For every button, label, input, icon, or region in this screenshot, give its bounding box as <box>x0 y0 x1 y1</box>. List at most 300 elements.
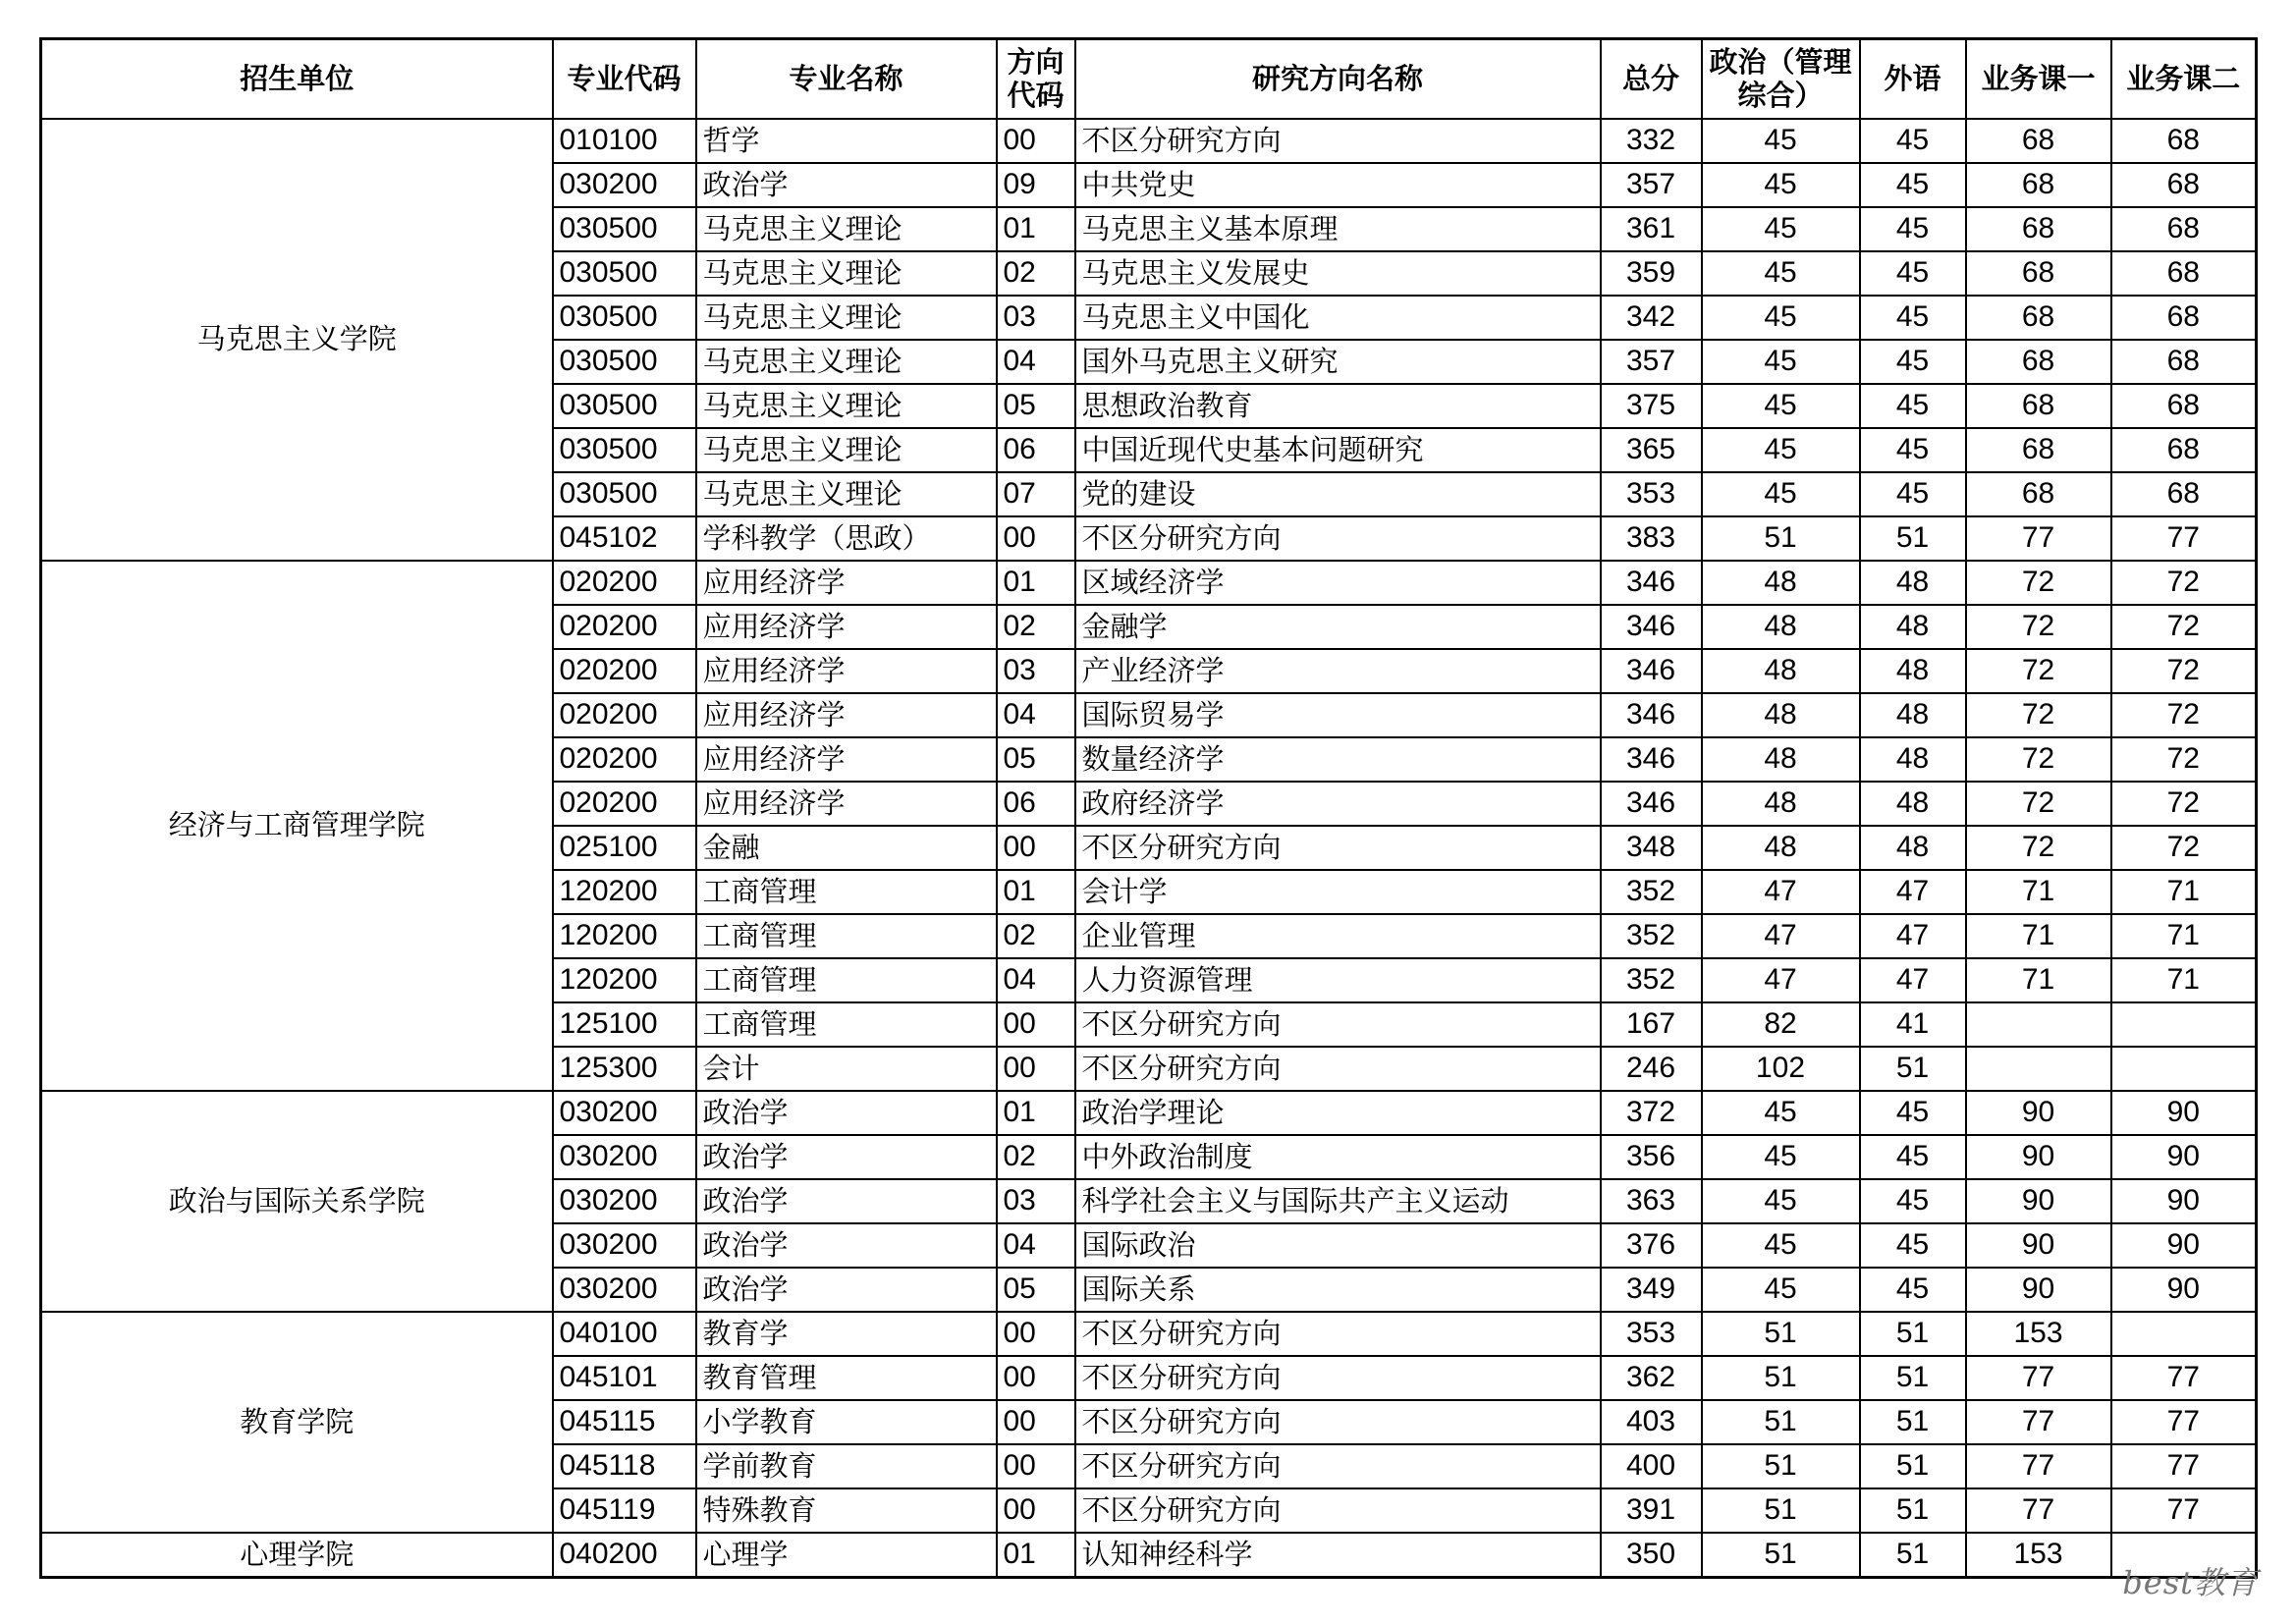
politics-score: 45 <box>1702 296 1860 340</box>
course-one-score: 72 <box>1966 693 2111 737</box>
direction-name: 党的建设 <box>1075 472 1601 516</box>
direction-code: 06 <box>997 782 1075 826</box>
politics-score: 45 <box>1702 428 1860 472</box>
foreign-language-score: 48 <box>1860 561 1966 605</box>
direction-code: 05 <box>997 384 1075 428</box>
direction-name: 人力资源管理 <box>1075 958 1601 1002</box>
major-code: 030200 <box>553 1179 696 1223</box>
unit-name: 马克思主义学院 <box>41 119 553 561</box>
major-code: 120200 <box>553 870 696 914</box>
direction-code: 01 <box>997 1091 1075 1135</box>
total-score: 359 <box>1601 251 1702 296</box>
major-code: 125300 <box>553 1047 696 1091</box>
politics-score: 48 <box>1702 605 1860 649</box>
course-one-score: 90 <box>1966 1091 2111 1135</box>
course-one-score: 71 <box>1966 914 2111 958</box>
direction-code: 02 <box>997 605 1075 649</box>
foreign-language-score: 45 <box>1860 163 1966 207</box>
direction-name: 不区分研究方向 <box>1075 1356 1601 1400</box>
total-score: 352 <box>1601 958 1702 1002</box>
total-score: 391 <box>1601 1488 1702 1533</box>
total-score: 372 <box>1601 1091 1702 1135</box>
foreign-language-score: 51 <box>1860 1312 1966 1356</box>
major-code: 020200 <box>553 693 696 737</box>
course-one-score: 72 <box>1966 649 2111 693</box>
major-name: 政治学 <box>696 1179 997 1223</box>
major-name: 马克思主义理论 <box>696 384 997 428</box>
direction-code: 00 <box>997 119 1075 163</box>
major-name: 教育管理 <box>696 1356 997 1400</box>
politics-score: 45 <box>1702 1179 1860 1223</box>
politics-score: 82 <box>1702 1002 1860 1047</box>
course-one-score: 90 <box>1966 1268 2111 1312</box>
unit-name: 政治与国际关系学院 <box>41 1091 553 1312</box>
major-name: 马克思主义理论 <box>696 472 997 516</box>
direction-code: 04 <box>997 958 1075 1002</box>
major-name: 应用经济学 <box>696 605 997 649</box>
foreign-language-score: 45 <box>1860 251 1966 296</box>
direction-code: 05 <box>997 1268 1075 1312</box>
total-score: 356 <box>1601 1135 1702 1179</box>
direction-name: 不区分研究方向 <box>1075 1444 1601 1488</box>
politics-score: 51 <box>1702 1356 1860 1400</box>
course-two-score <box>2111 1312 2257 1356</box>
major-code: 010100 <box>553 119 696 163</box>
major-name: 政治学 <box>696 1091 997 1135</box>
major-code: 030200 <box>553 1268 696 1312</box>
politics-score: 102 <box>1702 1047 1860 1091</box>
major-code: 030500 <box>553 428 696 472</box>
foreign-language-score: 47 <box>1860 914 1966 958</box>
major-name: 应用经济学 <box>696 737 997 782</box>
major-name: 学科教学（思政） <box>696 516 997 561</box>
course-two-score: 72 <box>2111 605 2257 649</box>
politics-score: 45 <box>1702 340 1860 384</box>
course-two-score: 68 <box>2111 472 2257 516</box>
course-one-score: 77 <box>1966 1488 2111 1533</box>
direction-code: 02 <box>997 1135 1075 1179</box>
total-score: 361 <box>1601 207 1702 251</box>
direction-name: 科学社会主义与国际共产主义运动 <box>1075 1179 1601 1223</box>
header-direction-name: 研究方向名称 <box>1075 39 1601 120</box>
direction-code: 04 <box>997 1223 1075 1268</box>
course-one-score: 68 <box>1966 384 2111 428</box>
direction-code: 03 <box>997 296 1075 340</box>
direction-name: 马克思主义基本原理 <box>1075 207 1601 251</box>
major-name: 工商管理 <box>696 958 997 1002</box>
course-one-score: 72 <box>1966 561 2111 605</box>
table-row <box>41 119 2257 163</box>
header-major-code: 专业代码 <box>553 39 696 120</box>
major-name: 哲学 <box>696 119 997 163</box>
course-one-score: 77 <box>1966 1444 2111 1488</box>
course-one-score: 71 <box>1966 870 2111 914</box>
major-name: 应用经济学 <box>696 693 997 737</box>
header-direction-code: 方向代码 <box>997 39 1075 120</box>
header-major-name: 专业名称 <box>696 39 997 120</box>
politics-score: 47 <box>1702 914 1860 958</box>
major-code: 020200 <box>553 782 696 826</box>
direction-code: 01 <box>997 561 1075 605</box>
total-score: 365 <box>1601 428 1702 472</box>
major-code: 020200 <box>553 605 696 649</box>
total-score: 346 <box>1601 693 1702 737</box>
course-two-score: 77 <box>2111 516 2257 561</box>
total-score: 346 <box>1601 649 1702 693</box>
total-score: 357 <box>1601 340 1702 384</box>
foreign-language-score: 45 <box>1860 1223 1966 1268</box>
major-name: 马克思主义理论 <box>696 428 997 472</box>
major-name: 政治学 <box>696 1223 997 1268</box>
course-two-score: 71 <box>2111 914 2257 958</box>
politics-score: 45 <box>1702 163 1860 207</box>
direction-name: 产业经济学 <box>1075 649 1601 693</box>
major-code: 125100 <box>553 1002 696 1047</box>
politics-score: 48 <box>1702 782 1860 826</box>
direction-name: 不区分研究方向 <box>1075 1002 1601 1047</box>
major-name: 工商管理 <box>696 914 997 958</box>
total-score: 332 <box>1601 119 1702 163</box>
total-score: 362 <box>1601 1356 1702 1400</box>
foreign-language-score: 51 <box>1860 1356 1966 1400</box>
direction-code: 02 <box>997 914 1075 958</box>
direction-name: 政治学理论 <box>1075 1091 1601 1135</box>
total-score: 357 <box>1601 163 1702 207</box>
course-one-score: 68 <box>1966 296 2111 340</box>
foreign-language-score: 48 <box>1860 605 1966 649</box>
direction-name: 政府经济学 <box>1075 782 1601 826</box>
direction-code: 03 <box>997 1179 1075 1223</box>
major-name: 马克思主义理论 <box>696 296 997 340</box>
direction-code: 05 <box>997 737 1075 782</box>
direction-code: 00 <box>997 1356 1075 1400</box>
total-score: 400 <box>1601 1444 1702 1488</box>
politics-score: 45 <box>1702 119 1860 163</box>
direction-name: 会计学 <box>1075 870 1601 914</box>
foreign-language-score: 45 <box>1860 428 1966 472</box>
total-score: 403 <box>1601 1400 1702 1444</box>
total-score: 375 <box>1601 384 1702 428</box>
course-two-score: 72 <box>2111 561 2257 605</box>
direction-code: 00 <box>997 826 1075 870</box>
table-row <box>41 1091 2257 1135</box>
direction-name: 马克思主义发展史 <box>1075 251 1601 296</box>
foreign-language-score: 51 <box>1860 1533 1966 1578</box>
foreign-language-score: 48 <box>1860 649 1966 693</box>
politics-score: 45 <box>1702 207 1860 251</box>
course-two-score: 71 <box>2111 958 2257 1002</box>
major-code: 030500 <box>553 296 696 340</box>
major-name: 特殊教育 <box>696 1488 997 1533</box>
politics-score: 47 <box>1702 870 1860 914</box>
direction-name: 数量经济学 <box>1075 737 1601 782</box>
direction-name: 不区分研究方向 <box>1075 1047 1601 1091</box>
direction-code: 00 <box>997 1047 1075 1091</box>
major-name: 学前教育 <box>696 1444 997 1488</box>
total-score: 350 <box>1601 1533 1702 1578</box>
direction-code: 00 <box>997 1488 1075 1533</box>
direction-name: 中国近现代史基本问题研究 <box>1075 428 1601 472</box>
direction-name: 金融学 <box>1075 605 1601 649</box>
course-one-score: 72 <box>1966 826 2111 870</box>
foreign-language-score: 45 <box>1860 1091 1966 1135</box>
politics-score: 51 <box>1702 1488 1860 1533</box>
major-name: 工商管理 <box>696 1002 997 1047</box>
politics-score: 47 <box>1702 958 1860 1002</box>
major-code: 025100 <box>553 826 696 870</box>
foreign-language-score: 51 <box>1860 1488 1966 1533</box>
course-one-score: 90 <box>1966 1223 2111 1268</box>
course-two-score: 72 <box>2111 782 2257 826</box>
major-code: 030500 <box>553 207 696 251</box>
foreign-language-score: 51 <box>1860 516 1966 561</box>
foreign-language-score: 45 <box>1860 384 1966 428</box>
direction-code: 01 <box>997 870 1075 914</box>
major-code: 120200 <box>553 914 696 958</box>
major-code: 120200 <box>553 958 696 1002</box>
course-two-score <box>2111 1002 2257 1047</box>
politics-score: 45 <box>1702 1091 1860 1135</box>
table-row <box>41 1312 2257 1356</box>
header-row <box>41 39 2257 120</box>
politics-score: 45 <box>1702 384 1860 428</box>
course-one-score: 72 <box>1966 605 2111 649</box>
foreign-language-score: 45 <box>1860 119 1966 163</box>
major-name: 应用经济学 <box>696 782 997 826</box>
total-score: 346 <box>1601 605 1702 649</box>
foreign-language-score: 48 <box>1860 826 1966 870</box>
foreign-language-score: 47 <box>1860 958 1966 1002</box>
major-code: 030500 <box>553 340 696 384</box>
major-code: 045115 <box>553 1400 696 1444</box>
direction-name: 不区分研究方向 <box>1075 516 1601 561</box>
politics-score: 45 <box>1702 472 1860 516</box>
course-one-score: 68 <box>1966 428 2111 472</box>
score-table <box>39 37 2258 1579</box>
course-two-score: 68 <box>2111 163 2257 207</box>
major-code: 030500 <box>553 384 696 428</box>
direction-name: 国际关系 <box>1075 1268 1601 1312</box>
course-one-score: 90 <box>1966 1179 2111 1223</box>
direction-code: 00 <box>997 1400 1075 1444</box>
major-code: 030500 <box>553 472 696 516</box>
course-two-score: 90 <box>2111 1135 2257 1179</box>
direction-name: 企业管理 <box>1075 914 1601 958</box>
header-unit: 招生单位 <box>41 39 553 120</box>
direction-name: 不区分研究方向 <box>1075 1400 1601 1444</box>
unit-name: 经济与工商管理学院 <box>41 561 553 1091</box>
major-code: 040100 <box>553 1312 696 1356</box>
course-one-score <box>1966 1002 2111 1047</box>
major-name: 政治学 <box>696 1135 997 1179</box>
header-politics: 政治（管理综合） <box>1702 39 1860 120</box>
major-code: 040200 <box>553 1533 696 1578</box>
course-one-score: 77 <box>1966 516 2111 561</box>
total-score: 167 <box>1601 1002 1702 1047</box>
major-name: 教育学 <box>696 1312 997 1356</box>
total-score: 376 <box>1601 1223 1702 1268</box>
total-score: 352 <box>1601 870 1702 914</box>
course-two-score: 72 <box>2111 693 2257 737</box>
major-name: 小学教育 <box>696 1400 997 1444</box>
major-name: 政治学 <box>696 163 997 207</box>
major-name: 马克思主义理论 <box>696 251 997 296</box>
politics-score: 48 <box>1702 649 1860 693</box>
course-two-score: 77 <box>2111 1444 2257 1488</box>
politics-score: 48 <box>1702 561 1860 605</box>
unit-name: 教育学院 <box>41 1312 553 1533</box>
major-code: 045119 <box>553 1488 696 1533</box>
course-two-score: 90 <box>2111 1179 2257 1223</box>
direction-name: 区域经济学 <box>1075 561 1601 605</box>
total-score: 363 <box>1601 1179 1702 1223</box>
course-two-score: 71 <box>2111 870 2257 914</box>
course-one-score: 68 <box>1966 251 2111 296</box>
major-name: 会计 <box>696 1047 997 1091</box>
course-two-score: 72 <box>2111 649 2257 693</box>
major-code: 045101 <box>553 1356 696 1400</box>
direction-name: 不区分研究方向 <box>1075 1312 1601 1356</box>
direction-code: 06 <box>997 428 1075 472</box>
course-two-score: 68 <box>2111 119 2257 163</box>
politics-score: 45 <box>1702 1223 1860 1268</box>
direction-name: 不区分研究方向 <box>1075 1488 1601 1533</box>
total-score: 348 <box>1601 826 1702 870</box>
major-code: 030500 <box>553 251 696 296</box>
politics-score: 48 <box>1702 693 1860 737</box>
direction-code: 07 <box>997 472 1075 516</box>
course-two-score: 72 <box>2111 826 2257 870</box>
politics-score: 48 <box>1702 737 1860 782</box>
major-name: 工商管理 <box>696 870 997 914</box>
major-code: 045102 <box>553 516 696 561</box>
foreign-language-score: 45 <box>1860 472 1966 516</box>
course-two-score: 68 <box>2111 251 2257 296</box>
course-one-score <box>1966 1047 2111 1091</box>
course-one-score: 153 <box>1966 1312 2111 1356</box>
foreign-language-score: 45 <box>1860 1179 1966 1223</box>
course-one-score: 68 <box>1966 207 2111 251</box>
course-two-score: 68 <box>2111 296 2257 340</box>
foreign-language-score: 45 <box>1860 207 1966 251</box>
direction-code: 03 <box>997 649 1075 693</box>
foreign-language-score: 48 <box>1860 782 1966 826</box>
major-code: 045118 <box>553 1444 696 1488</box>
course-two-score: 90 <box>2111 1091 2257 1135</box>
table-row <box>41 1533 2257 1578</box>
major-name: 应用经济学 <box>696 561 997 605</box>
course-two-score: 90 <box>2111 1223 2257 1268</box>
table-row <box>41 561 2257 605</box>
direction-code: 04 <box>997 340 1075 384</box>
politics-score: 51 <box>1702 516 1860 561</box>
major-name: 政治学 <box>696 1268 997 1312</box>
direction-name: 马克思主义中国化 <box>1075 296 1601 340</box>
major-code: 020200 <box>553 561 696 605</box>
course-one-score: 68 <box>1966 340 2111 384</box>
major-name: 应用经济学 <box>696 649 997 693</box>
direction-name: 国际政治 <box>1075 1223 1601 1268</box>
foreign-language-score: 48 <box>1860 693 1966 737</box>
course-one-score: 77 <box>1966 1356 2111 1400</box>
politics-score: 48 <box>1702 826 1860 870</box>
header-foreign-language: 外语 <box>1860 39 1966 120</box>
foreign-language-score: 45 <box>1860 1135 1966 1179</box>
politics-score: 51 <box>1702 1444 1860 1488</box>
direction-code: 00 <box>997 516 1075 561</box>
direction-name: 思想政治教育 <box>1075 384 1601 428</box>
direction-code: 02 <box>997 251 1075 296</box>
direction-code: 01 <box>997 207 1075 251</box>
total-score: 353 <box>1601 472 1702 516</box>
foreign-language-score: 45 <box>1860 340 1966 384</box>
course-one-score: 72 <box>1966 737 2111 782</box>
header-total: 总分 <box>1601 39 1702 120</box>
major-code: 020200 <box>553 737 696 782</box>
politics-score: 51 <box>1702 1400 1860 1444</box>
course-one-score: 153 <box>1966 1533 2111 1578</box>
direction-code: 04 <box>997 693 1075 737</box>
foreign-language-score: 51 <box>1860 1444 1966 1488</box>
total-score: 346 <box>1601 561 1702 605</box>
major-code: 030200 <box>553 163 696 207</box>
direction-name: 认知神经科学 <box>1075 1533 1601 1578</box>
politics-score: 45 <box>1702 1268 1860 1312</box>
direction-name: 中外政治制度 <box>1075 1135 1601 1179</box>
course-one-score: 68 <box>1966 472 2111 516</box>
course-two-score: 90 <box>2111 1268 2257 1312</box>
politics-score: 51 <box>1702 1533 1860 1578</box>
course-two-score: 77 <box>2111 1400 2257 1444</box>
direction-code: 00 <box>997 1312 1075 1356</box>
header-course-two: 业务课二 <box>2111 39 2257 120</box>
header-course-one: 业务课一 <box>1966 39 2111 120</box>
foreign-language-score: 51 <box>1860 1047 1966 1091</box>
foreign-language-score: 48 <box>1860 737 1966 782</box>
politics-score: 45 <box>1702 1135 1860 1179</box>
watermark: best教育 <box>2122 1564 2259 1601</box>
foreign-language-score: 51 <box>1860 1400 1966 1444</box>
course-one-score: 68 <box>1966 163 2111 207</box>
course-two-score: 72 <box>2111 737 2257 782</box>
total-score: 349 <box>1601 1268 1702 1312</box>
direction-code: 00 <box>997 1444 1075 1488</box>
total-score: 346 <box>1601 737 1702 782</box>
total-score: 246 <box>1601 1047 1702 1091</box>
total-score: 346 <box>1601 782 1702 826</box>
course-two-score: 68 <box>2111 384 2257 428</box>
direction-code: 09 <box>997 163 1075 207</box>
course-two-score: 68 <box>2111 428 2257 472</box>
foreign-language-score: 45 <box>1860 296 1966 340</box>
direction-name: 国外马克思主义研究 <box>1075 340 1601 384</box>
course-two-score: 68 <box>2111 207 2257 251</box>
foreign-language-score: 45 <box>1860 1268 1966 1312</box>
course-one-score: 77 <box>1966 1400 2111 1444</box>
direction-name: 中共党史 <box>1075 163 1601 207</box>
course-one-score: 72 <box>1966 782 2111 826</box>
foreign-language-score: 47 <box>1860 870 1966 914</box>
direction-code: 01 <box>997 1533 1075 1578</box>
major-code: 030200 <box>553 1223 696 1268</box>
major-code: 030200 <box>553 1135 696 1179</box>
unit-name: 心理学院 <box>41 1533 553 1578</box>
major-name: 马克思主义理论 <box>696 207 997 251</box>
direction-name: 不区分研究方向 <box>1075 826 1601 870</box>
course-two-score: 68 <box>2111 340 2257 384</box>
course-two-score: 77 <box>2111 1356 2257 1400</box>
major-name: 马克思主义理论 <box>696 340 997 384</box>
